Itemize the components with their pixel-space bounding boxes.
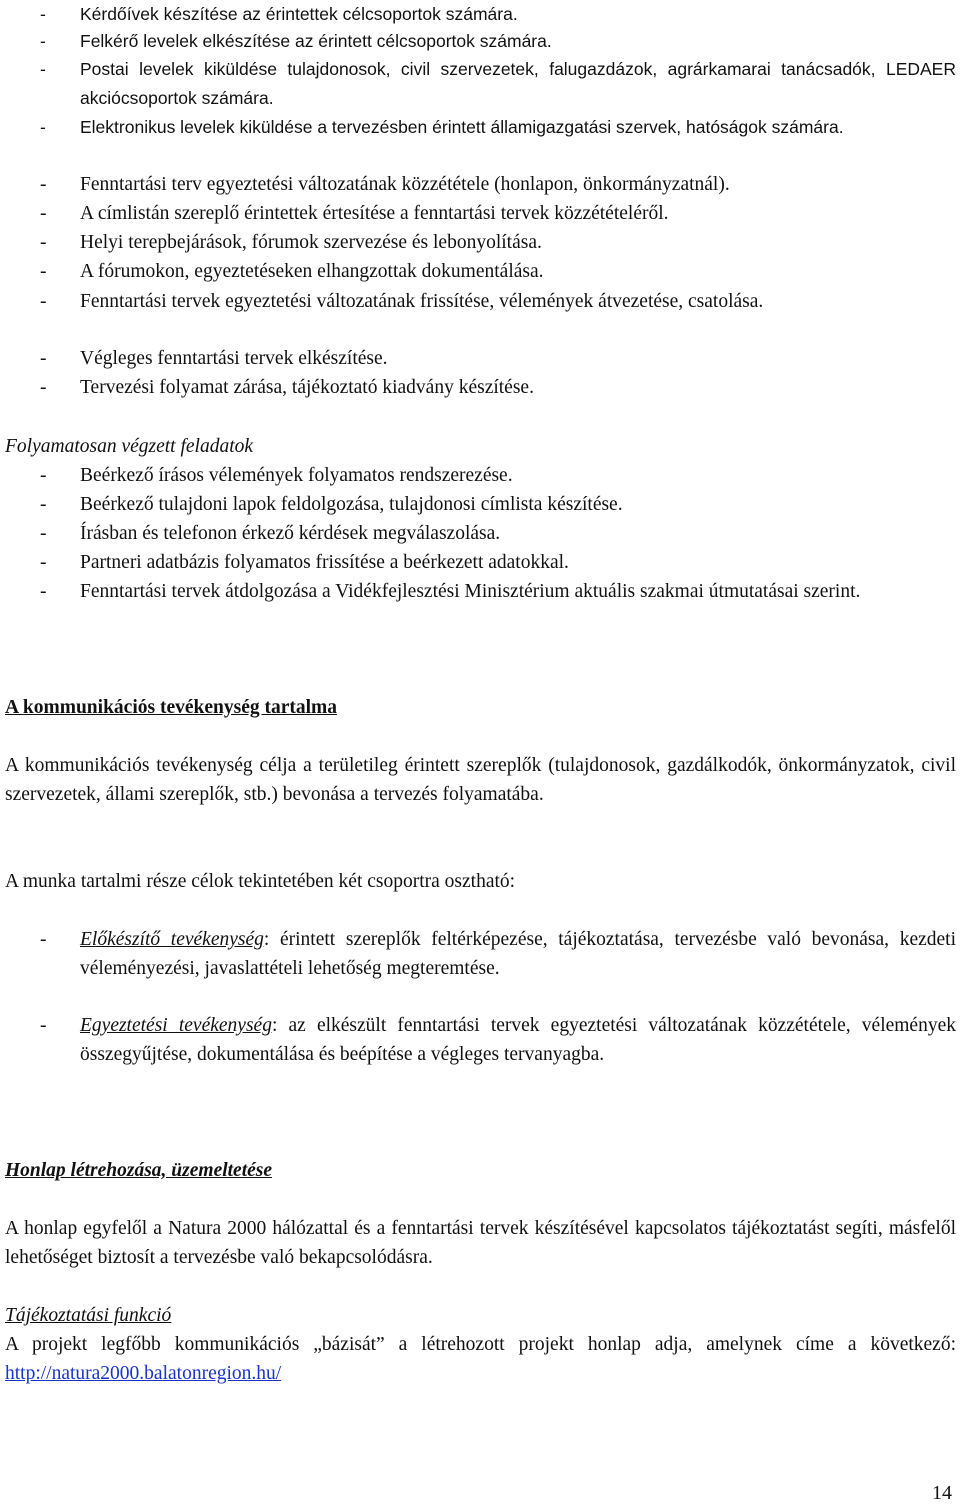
list-item-text: Írásban és telefonon érkező kérdések megválaszolása. <box>80 523 501 544</box>
list-item-text: Beérkező írásos vélemények folyamatos rendszerezése. <box>80 465 513 486</box>
section-heading-continuous: Folyamatosan végzett feladatok <box>5 436 254 457</box>
list-item-text: Felkérő levelek elkészítése az érintett célcsoportok számára. <box>80 31 552 51</box>
list-dash: - <box>40 494 47 515</box>
list-item-text: Beérkező tulajdoni lapok feldolgozása, tulajdonosi címlista készítése. <box>80 494 623 515</box>
list-item <box>40 490 956 519</box>
section-heading-communication: A kommunikációs tevékenység tartalma <box>5 697 338 718</box>
list-item-text: Postai levelek kiküldése tulajdonosok, civil szervezetek, falugazdázok, agrárkamarai tanácsadók, LEDAER akciócsoportok számára. <box>80 59 956 108</box>
list-dash: - <box>40 261 47 282</box>
website-address-text: A projekt legfőbb kommunikációs „bázisát” a létrehozott projekt honlap adja, amelynek címe a következő: <box>5 1334 956 1355</box>
list-dash: - <box>40 929 47 950</box>
list-dash: - <box>40 174 47 195</box>
list-item <box>40 27 956 56</box>
list-dash: - <box>40 291 47 312</box>
list-item <box>40 577 956 606</box>
list-dash: - <box>40 581 47 602</box>
list-item <box>40 113 956 142</box>
list-item <box>40 461 956 490</box>
website-address-paragraph <box>5 1330 956 1388</box>
page-number: 14 <box>932 1482 952 1504</box>
list-item-text: A fórumokon, egyeztetéseken elhangzottak dokumentálása. <box>80 261 544 282</box>
list-dash: - <box>40 4 46 24</box>
coordination-term: Egyeztetési tevékenység <box>80 1015 272 1036</box>
list-item <box>40 199 956 228</box>
list-item <box>40 257 956 286</box>
list-item-text <box>80 925 956 983</box>
list-dash: - <box>40 1015 47 1036</box>
list-item-text: Fenntartási tervek átdolgozása a Vidékfejlesztési Minisztérium aktuális szakmai útmutatásai szerint. <box>80 581 861 602</box>
list-dash: - <box>40 31 46 51</box>
list-item-text: Fenntartási terv egyeztetési változatának közzététele (honlapon, önkormányzatnál). <box>80 174 730 195</box>
subheading-information-function: Tájékoztatási funkció <box>5 1305 172 1326</box>
list-item-text: Fenntartási tervek egyeztetési változatának frissítése, vélemények átvezetése, csatolása. <box>80 291 764 312</box>
list-item <box>40 373 956 402</box>
list-item <box>40 0 956 29</box>
list-dash: - <box>40 203 47 224</box>
list-item <box>40 519 956 548</box>
list-item <box>40 287 956 316</box>
section-heading-website: Honlap létrehozása, üzemeltetése <box>5 1160 273 1181</box>
list-item-text: Kérdőívek készítése az érintettek célcsoportok számára. <box>80 4 518 24</box>
communication-groups-intro: A munka tartalmi része célok tekintetében két csoportra osztható: <box>5 871 516 892</box>
list-dash: - <box>40 377 47 398</box>
preparatory-description: : érintett szereplők feltérképezése, tájékoztatása, tervezésbe való bevonása, kezdeti véleményezési, javaslattételi lehetőség megteremtése. <box>80 929 956 979</box>
list-item-text: Elektronikus levelek kiküldése a tervezésben érintett államigazgatási szervek, hatóságok számára. <box>80 117 844 137</box>
preparatory-term: Előkészítő tevékenység <box>80 929 264 950</box>
list-dash: - <box>40 117 46 137</box>
list-item-text: Partneri adatbázis folyamatos frissítése a beérkezett adatokkal. <box>80 552 569 573</box>
list-dash: - <box>40 523 47 544</box>
list-item <box>40 548 956 577</box>
list-dash: - <box>40 552 47 573</box>
list-item-preparatory <box>40 925 956 983</box>
list-item-coordination <box>40 1011 956 1069</box>
list-item <box>40 344 956 373</box>
list-item <box>40 170 956 199</box>
list-item-text: Végleges fenntartási tervek elkészítése. <box>80 348 388 369</box>
list-item <box>40 228 956 257</box>
list-item-text <box>80 1011 956 1069</box>
communication-paragraph: A kommunikációs tevékenység célja a területileg érintett szereplők (tulajdonosok, gazdálkodók, önkormányzatok, civil szervezetek, állami szereplők, stb.) bevonása a tervezés folyamatába. <box>5 755 956 805</box>
list-dash: - <box>40 232 47 253</box>
list-dash: - <box>40 348 47 369</box>
list-item-text: Helyi terepbejárások, fórumok szervezése és lebonyolítása. <box>80 232 542 253</box>
list-dash: - <box>40 59 46 79</box>
coordination-description: : az elkészült fenntartási tervek egyeztetési változatának közzététele, vélemények összegyűjtése, dokumentálása és beépítése a végleges tervanyagba. <box>80 1015 956 1065</box>
list-dash: - <box>40 465 47 486</box>
website-url-link[interactable]: http://natura2000.balatonregion.hu/ <box>5 1363 282 1384</box>
list-item <box>40 55 956 113</box>
list-item-text: Tervezési folyamat zárása, tájékoztató kiadvány készítése. <box>80 377 534 398</box>
website-paragraph: A honlap egyfelől a Natura 2000 hálózattal és a fenntartási tervek készítésével kapcsolatos tájékoztatást segíti, másfelől lehetőséget biztosít a tervezésbe való bekapcsolódásra. <box>5 1218 956 1268</box>
list-item-text: A címlistán szereplő érintettek értesítése a fenntartási tervek közzétételéről. <box>80 203 669 224</box>
